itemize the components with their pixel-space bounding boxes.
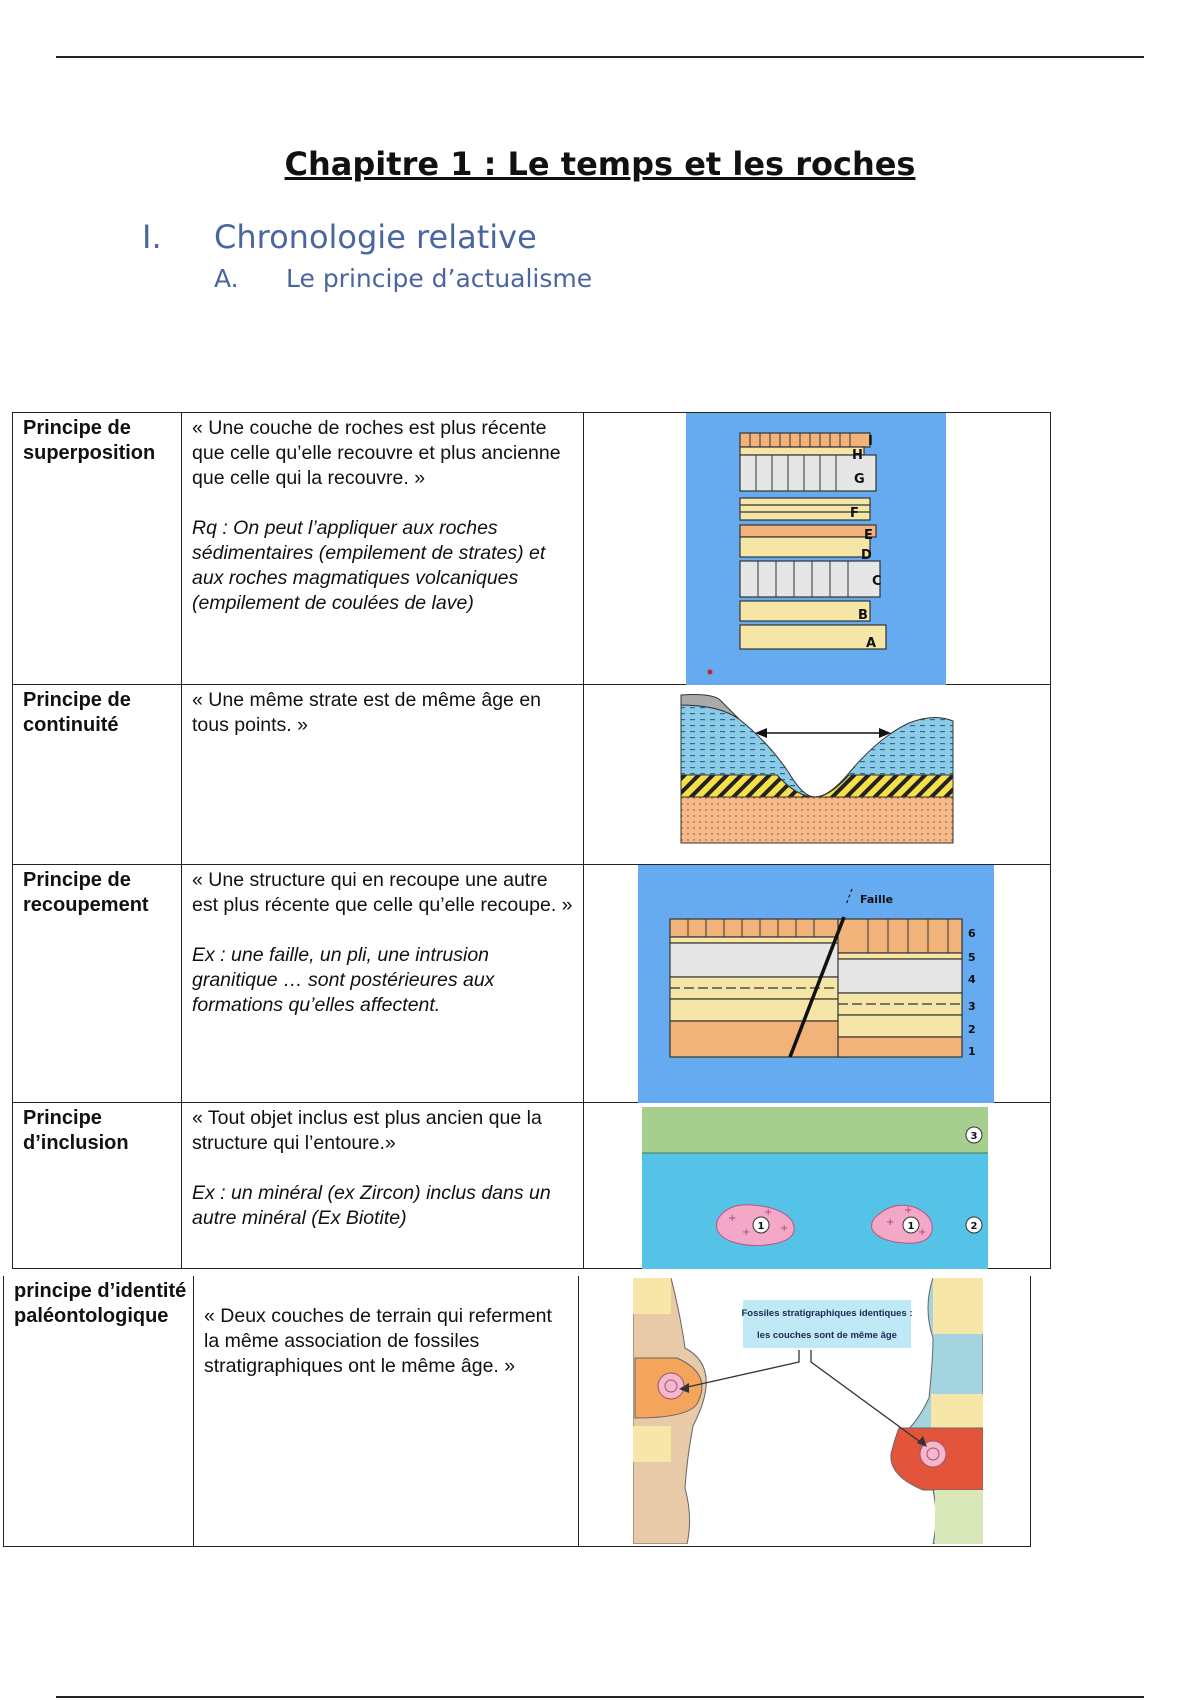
bottom-rule [56,1696,1144,1698]
layer-number-1: 1 [968,1045,976,1058]
fossil-callout-line1: Fossiles stratigraphiques identiques : [741,1308,913,1319]
inclusion-marker-3: 3 [970,1131,978,1142]
principle-description [182,685,584,865]
inclusion-marker-1a: 1 [757,1221,765,1232]
fossil-callout-line2: les couches sont de même âge [757,1330,897,1341]
principle-note: Ex : un minéral (ex Zircon) inclus dans un autre minéral (Ex Biotite) [192,1182,551,1229]
chapter-title: Chapitre 1 : Le temps et les roches [284,145,916,183]
layer-label-a: A [866,636,877,651]
principle-description [182,1103,584,1269]
superposition-figure-cell [584,413,1051,685]
principle-note: Rq : On peut l’appliquer aux roches sédimentaires (empilement de strates) et aux roches magmatiques volcaniques (empilement de coulées de lave) [192,517,546,614]
subsection-title: Le principe d’actualisme [286,264,593,293]
principle-description [182,413,584,685]
continuity-figure-cell [584,685,1051,865]
layer-number-3: 3 [968,1000,976,1013]
svg-text:+: + [780,1223,789,1234]
principles-table [12,412,1051,1269]
paleontology-figure-cell [579,1276,1031,1546]
table-row [13,865,1051,1103]
principle-name: Principe de recoupement [13,865,182,1103]
principle-statement: « Une couche de roches est plus récente que celle qu’elle recouvre et plus ancienne que celle qui la recouvre. » [192,417,561,489]
inclusion-figure-cell [584,1103,1051,1269]
crosscutting-figure-cell [584,865,1051,1103]
layer-number-5: 5 [968,951,976,964]
svg-text:+: + [764,1207,773,1218]
inclusion-diagram [642,1107,988,1269]
svg-text:+: + [918,1227,927,1238]
top-rule [56,56,1144,58]
layer-label-i: I [868,434,873,449]
section-heading [142,218,537,256]
principle-description [182,865,584,1103]
subsection-heading [214,264,592,293]
fault-label: Faille [860,893,894,906]
layer-label-d: D [861,548,872,563]
table-row [13,685,1051,865]
principle-name: Principe d’inclusion [13,1103,182,1269]
layer-label-c: C [872,574,882,589]
superposition-diagram [686,413,946,685]
layer-number-6: 6 [968,927,976,940]
principle-name: principe d’identité paléontologique [4,1276,194,1546]
principle-statement: « Tout objet inclus est plus ancien que la structure qui l’entoure.» [192,1107,542,1154]
principle-statement: « Deux couches de terrain qui referment la même association de fossiles stratigraphiques ont le même âge. » [204,1305,552,1377]
principle-statement: « Une même strate est de même âge en tous points. » [192,689,542,736]
layer-label-b: B [858,608,868,623]
principle-description [194,1276,579,1546]
principle-name: Principe de continuité [13,685,182,865]
principle-note: Ex : une faille, un pli, une intrusion granitique … sont postérieures aux formations qu’elles affectent. [192,944,495,1016]
principle-statement: « Une structure qui en recoupe une autre est plus récente que celle qu’elle recoupe. » [192,869,573,916]
svg-text:+: + [742,1227,751,1238]
section-title: Chronologie relative [214,218,537,256]
inclusion-marker-1b: 1 [907,1221,915,1232]
paleontology-diagram [633,1278,983,1544]
table-row [13,1103,1051,1269]
layer-number-4: 4 [968,973,976,986]
layer-label-g: G [854,472,865,487]
layer-label-f: F [850,506,859,521]
svg-text:+: + [904,1205,913,1216]
principle-name: Principe de superposition [13,413,182,685]
continuity-diagram [679,693,959,853]
table-row [4,1276,1031,1546]
inclusion-marker-2: 2 [970,1221,978,1232]
crosscutting-diagram [638,865,994,1103]
layer-label-e: E [864,528,873,543]
layer-label-h: H [852,448,863,463]
section-number: I. [142,218,162,256]
svg-text:+: + [728,1213,737,1224]
svg-text:+: + [886,1217,895,1228]
layer-number-2: 2 [968,1023,976,1036]
subsection-letter: A. [214,264,239,293]
table-row [13,413,1051,685]
principles-table-continuation [3,1276,1031,1547]
